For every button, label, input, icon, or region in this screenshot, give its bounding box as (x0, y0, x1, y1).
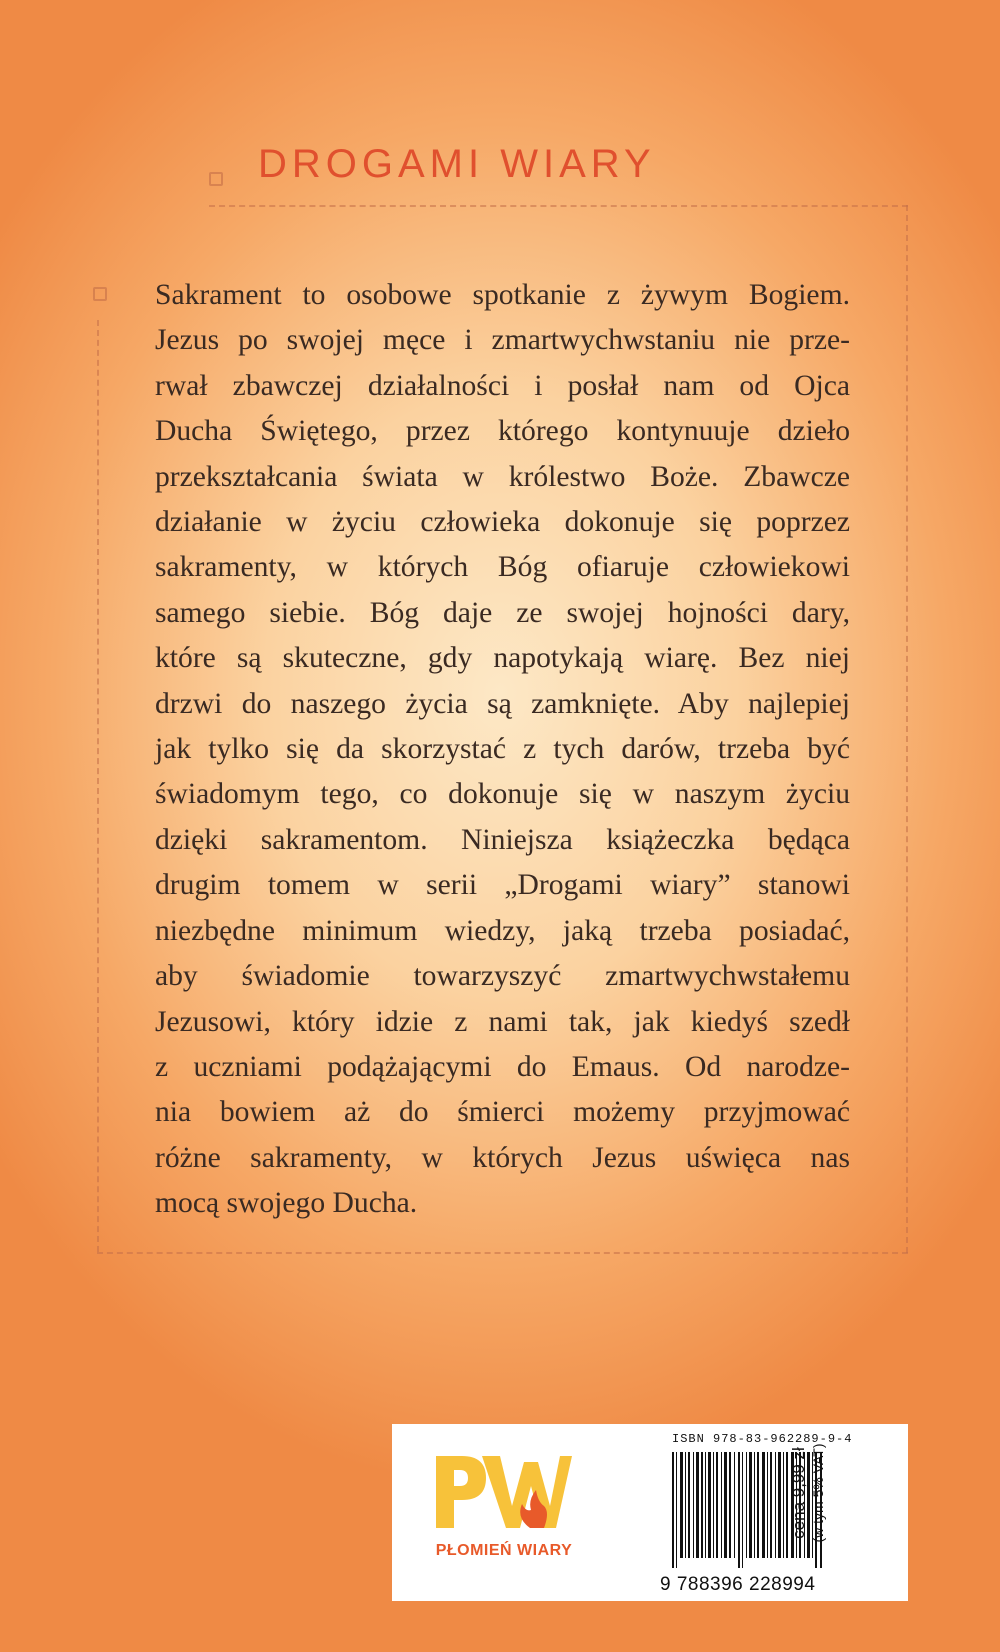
publisher-name: PŁOMIEŃ WIARY (435, 1542, 573, 1559)
blurb-line: przekształcania świata w królestwo Boże. Zbawcze (155, 460, 850, 493)
blurb-line: samego siebie. Bóg daje ze swojej hojności dary, (155, 596, 850, 629)
blurb-line: Jezusowi, który idzie z nami tak, jak kiedyś szedł (155, 1005, 850, 1038)
series-title: DROGAMI WIARY (258, 142, 656, 186)
blurb-line: dzięki sakramentom. Niniejsza książeczka będąca (155, 823, 850, 856)
blurb-line: Sakrament to osobowe spotkanie z żywym Bogiem. (155, 279, 850, 311)
vat-note: (w tym 5% VAT) (810, 1443, 826, 1543)
blurb-line: działanie w życiu człowieka dokonuje się poprzez (155, 506, 850, 539)
blurb-line: Ducha Świętego, przez którego kontynuuje dzieło (155, 415, 850, 448)
blurb-line: świadomym tego, co dokonuje się w naszym życiu (155, 778, 850, 811)
blurb-line: rwał zbawczej działalności i posłał nam od Ojca (155, 369, 850, 402)
blurb-line: mocą swojego Ducha. (155, 1187, 418, 1220)
price: cena 9,99 zł (789, 1447, 808, 1539)
price-label (789, 1408, 829, 1578)
barcode-digits: 9 788396 228994 (660, 1574, 816, 1595)
dashed-frame-bottom (97, 1252, 908, 1254)
blurb-line: różne sakramenty, w których Jezus uświęca nas (155, 1141, 850, 1174)
publisher-barcode-panel (392, 1424, 908, 1601)
blurb-text (155, 273, 850, 1227)
dashed-frame-right (906, 205, 908, 1253)
blurb-line: Jezus po swojej męce i zmartwychwstaniu nie prze- (155, 324, 850, 357)
blurb-line: drugim tomem w serii „Drogami wiary” stanowi (155, 869, 850, 902)
blurb-line: jak tylko się da skorzystać z tych darów, trzeba być (155, 733, 850, 766)
blurb-line: aby świadomie towarzyszyć zmartwychwstałemu (155, 960, 850, 993)
blurb-line: sakramenty, w których Bóg ofiaruje człowiekowi (155, 551, 850, 584)
blurb-line: drzwi do naszego życia są zamknięte. Aby najlepiej (155, 687, 850, 720)
frame-corner-mark (93, 287, 107, 301)
dashed-frame-left (97, 320, 99, 1252)
blurb-line: niezbędne minimum wiedzy, jaką trzeba posiadać, (155, 914, 850, 947)
blurb-line: które są skuteczne, gdy napotykają wiarę. Bez niej (155, 642, 850, 675)
frame-corner-mark (209, 172, 223, 186)
dashed-frame-top (209, 205, 908, 207)
isbn-number: ISBN 978-83-962289-9-4 (672, 1432, 853, 1446)
blurb-line: nia bowiem aż do śmierci możemy przyjmować (155, 1096, 850, 1129)
blurb-line: z uczniami podążającymi do Emaus. Od narodze- (155, 1050, 850, 1083)
pw-flame-logo-icon (432, 1450, 572, 1530)
